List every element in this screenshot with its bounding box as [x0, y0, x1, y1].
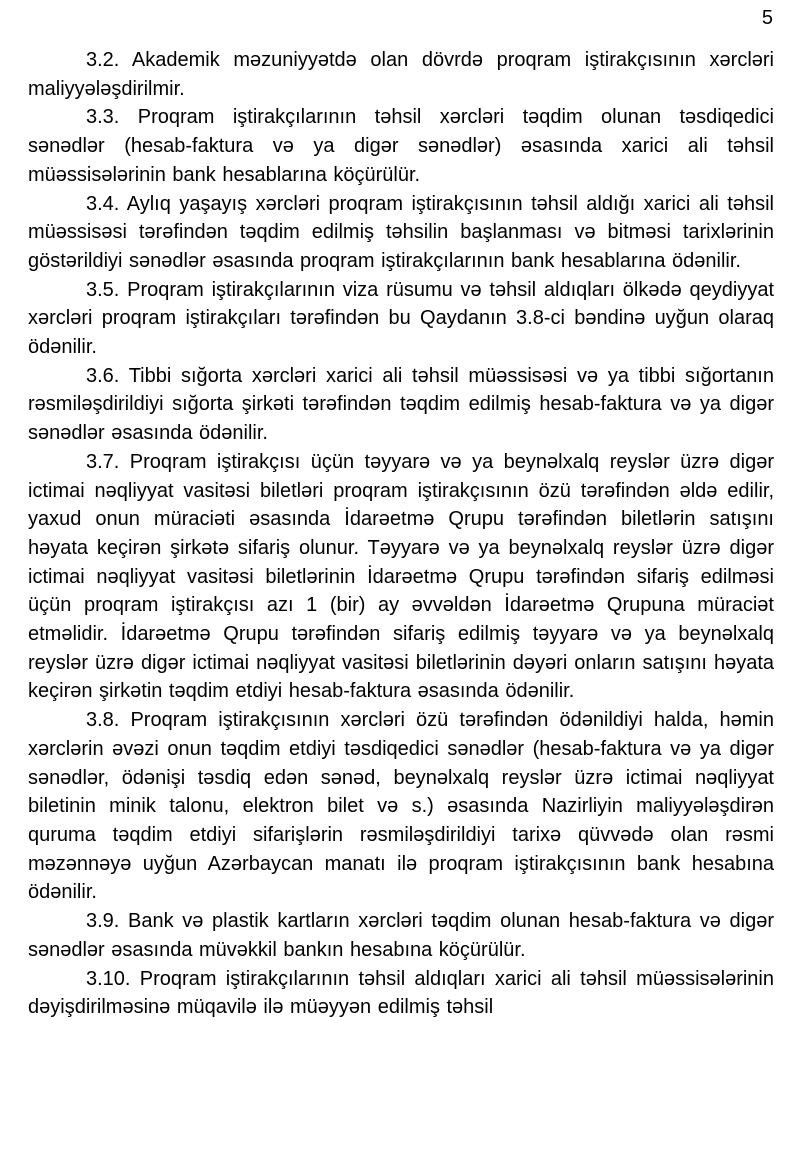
paragraph-3-2: 3.2. Akademik məzuniyyətdə olan dövrdə proqram iştirakçısının xərcləri maliyyələşdirilmir. [28, 49, 774, 100]
paragraph-3-10: 3.10. Proqram iştirakçılarının təhsil aldıqları xarici ali təhsil müəssisələrinin dəyişdirilməsinə müqavilə ilə müəyyən edilmiş təhsil [28, 967, 774, 1019]
document-body [28, 46, 774, 1022]
page-number: 5 [761, 7, 773, 29]
paragraph-3-9: 3.9. Bank və plastik kartların xərcləri təqdim olunan hesab-faktura və digər sənədlər əsasında müvəkkil bankın hesabına köçürülür. [28, 910, 774, 961]
paragraph-3-7: 3.7. Proqram iştirakçısı üçün təyyarə və ya beynəlxalq reyslər üzrə digər ictimai nəqliyyat vasitəsi biletləri proqram iştirakçısının özü tərəfindən əldə edilir, yaxud onun müraciəti əsasında İdarəetmə Qrupu tərəfindən biletlərin satışını həyata keçirən şirkətə sifariş olunur. Təyyarə və ya beynəlxalq reyslər üzrə digər ictimai nəqliyyat vasitəsi biletlərinin İdarəetmə Qrupu tərəfindən sifariş edilməsi üçün proqram iştirakçısı azı 1 (bir) ay əvvəldən İdarəetmə Qrupuna müraciət etməlidir. İdarəetmə Qrupu tərəfindən sifariş edilmiş təyyarə və ya beynəlxalq reyslər üzrə digər ictimai nəqliyyat vasitəsi biletlərinin dəyəri onların satışını həyata keçirən şirkətin təqdim etdiyi hesab-faktura əsasında ödənilir. [28, 450, 774, 703]
paragraph-3-8: 3.8. Proqram iştirakçısının xərcləri özü tərəfindən ödənildiyi halda, həmin xərclərin əvəzi onun təqdim etdiyi təsdiqedici sənədlər (hesab-faktura və ya digər sənədlər, ödənişi təsdiq edən sənəd, beynəlxalq reyslər üzrə ictimai nəqliyyat biletinin minik talonu, elektron bilet və s.) əsasında Nazirliyin maliyyələşdirən quruma təqdim etdiyi sifarişlərin rəsmiləşdirildiyi tarixə qüvvədə olan rəsmi məzənnəyə uyğun Azərbaycan manatı ilə proqram iştirakçısının bank hesabına ödənilir. [28, 709, 774, 904]
paragraph-3-3: 3.3. Proqram iştirakçılarının təhsil xərcləri təqdim olunan təsdiqedici sənədlər (hesab-faktura və ya digər sənədlər) əsasında xarici ali təhsil müəssisələrinin bank hesablarına köçürülür. [28, 106, 774, 186]
paragraph-3-6: 3.6. Tibbi sığorta xərcləri xarici ali təhsil müəssisəsi və ya tibbi sığortanın rəsmiləşdirildiyi sığorta şirkəti tərəfindən təqdim edilmiş hesab-faktura və ya digər sənədlər əsasında ödənilir. [28, 364, 774, 445]
paragraph-3-4: 3.4. Aylıq yaşayış xərcləri proqram iştirakçısının təhsil aldığı xarici ali təhsil müəssisəsi tərəfindən təqdim edilmiş təhsilin başlanması və bitməsi tarixlərinin göstərildiyi sənədlər əsasında proqram iştirakçılarının bank hesablarına ödənilir. [28, 192, 774, 272]
paragraph-3-5: 3.5. Proqram iştirakçılarının viza rüsumu və təhsil aldıqları ölkədə qeydiyyat xərcləri proqram iştirakçıları tərəfindən bu Qaydanın 3.8-ci bəndinə uyğun olaraq ödənilir. [28, 278, 774, 359]
